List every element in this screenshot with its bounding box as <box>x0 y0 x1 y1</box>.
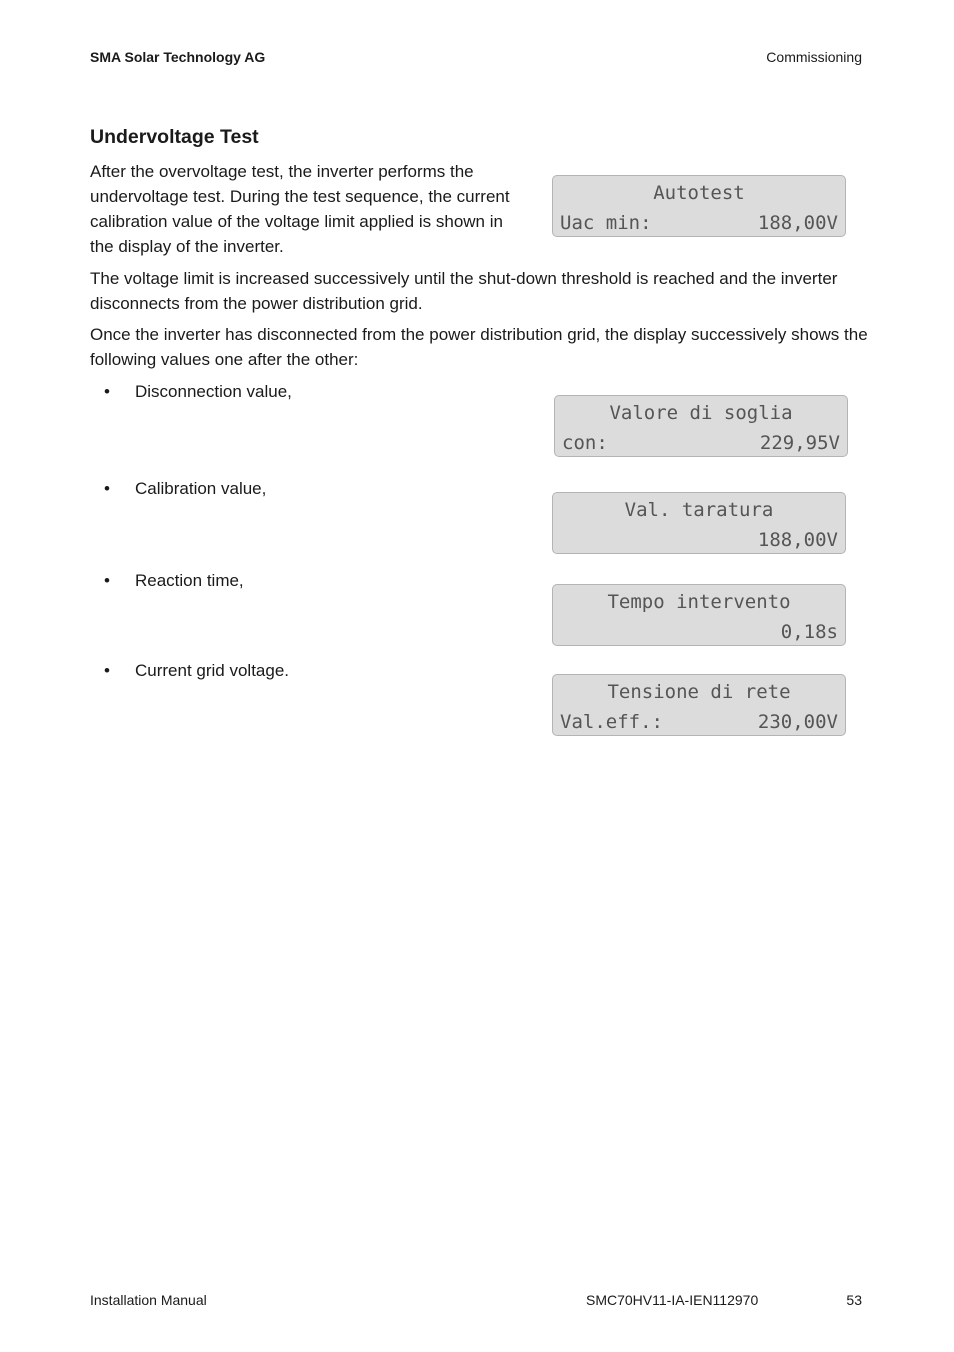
display-calibration-value <box>552 492 846 554</box>
display-line2-value: 0,18s <box>780 621 838 643</box>
list-item-reaction-time <box>104 568 244 593</box>
header-company: SMA Solar Technology AG <box>90 49 266 65</box>
section-title: Undervoltage Test <box>90 126 259 148</box>
display-line1: Tempo intervento <box>607 591 791 613</box>
list-item-text: Current grid voltage. <box>135 661 290 680</box>
display-disconnection-value <box>554 395 848 457</box>
display-line2-value: 229,95V <box>759 432 840 454</box>
display-line2-label: con: <box>562 432 608 454</box>
list-item-calibration <box>104 476 266 501</box>
display-line1: Autotest <box>653 182 745 204</box>
paragraph-intro: After the overvoltage test, the inverter performs the undervoltage test. During the test sequence, the current calibration value of the voltage limit applied is shown in the display of the inverter. <box>90 162 510 256</box>
display-line2-value: 188,00V <box>757 529 838 551</box>
footer-doc-code: SMC70HV11-IA-IEN112970 <box>586 1292 759 1308</box>
list-item-text: Calibration value, <box>135 479 267 498</box>
display-autotest <box>552 175 846 237</box>
list-item-disconnection <box>104 379 292 404</box>
display-reaction-time <box>552 584 846 646</box>
display-line2-value: 188,00V <box>757 212 838 234</box>
display-line1: Tensione di rete <box>607 681 791 703</box>
bullet-icon: • <box>104 661 110 680</box>
paragraph-voltage-limit: The voltage limit is increased successively until the shut-down threshold is reached and the inverter disconnects from the power distribution grid. <box>90 269 838 313</box>
header-section: Commissioning <box>766 49 862 65</box>
footer-page-number: 53 <box>846 1292 862 1308</box>
bullet-icon: • <box>104 571 110 590</box>
paragraph-display-sequence: Once the inverter has disconnected from the power distribution grid, the display successively shows the following values one after the other: <box>90 325 868 369</box>
display-line2-label: Val.eff.: <box>560 711 663 733</box>
display-line2-value: 230,00V <box>757 711 838 733</box>
display-grid-voltage <box>552 674 846 736</box>
bullet-icon: • <box>104 479 110 498</box>
footer-manual: Installation Manual <box>90 1292 207 1308</box>
display-line1: Val. taratura <box>624 499 774 521</box>
display-line2-label: Uac min: <box>560 212 652 234</box>
bullet-icon: • <box>104 382 110 401</box>
list-item-grid-voltage <box>104 658 289 683</box>
display-line1: Valore di soglia <box>609 402 793 424</box>
list-item-text: Reaction time, <box>135 571 244 590</box>
list-item-text: Disconnection value, <box>135 382 292 401</box>
